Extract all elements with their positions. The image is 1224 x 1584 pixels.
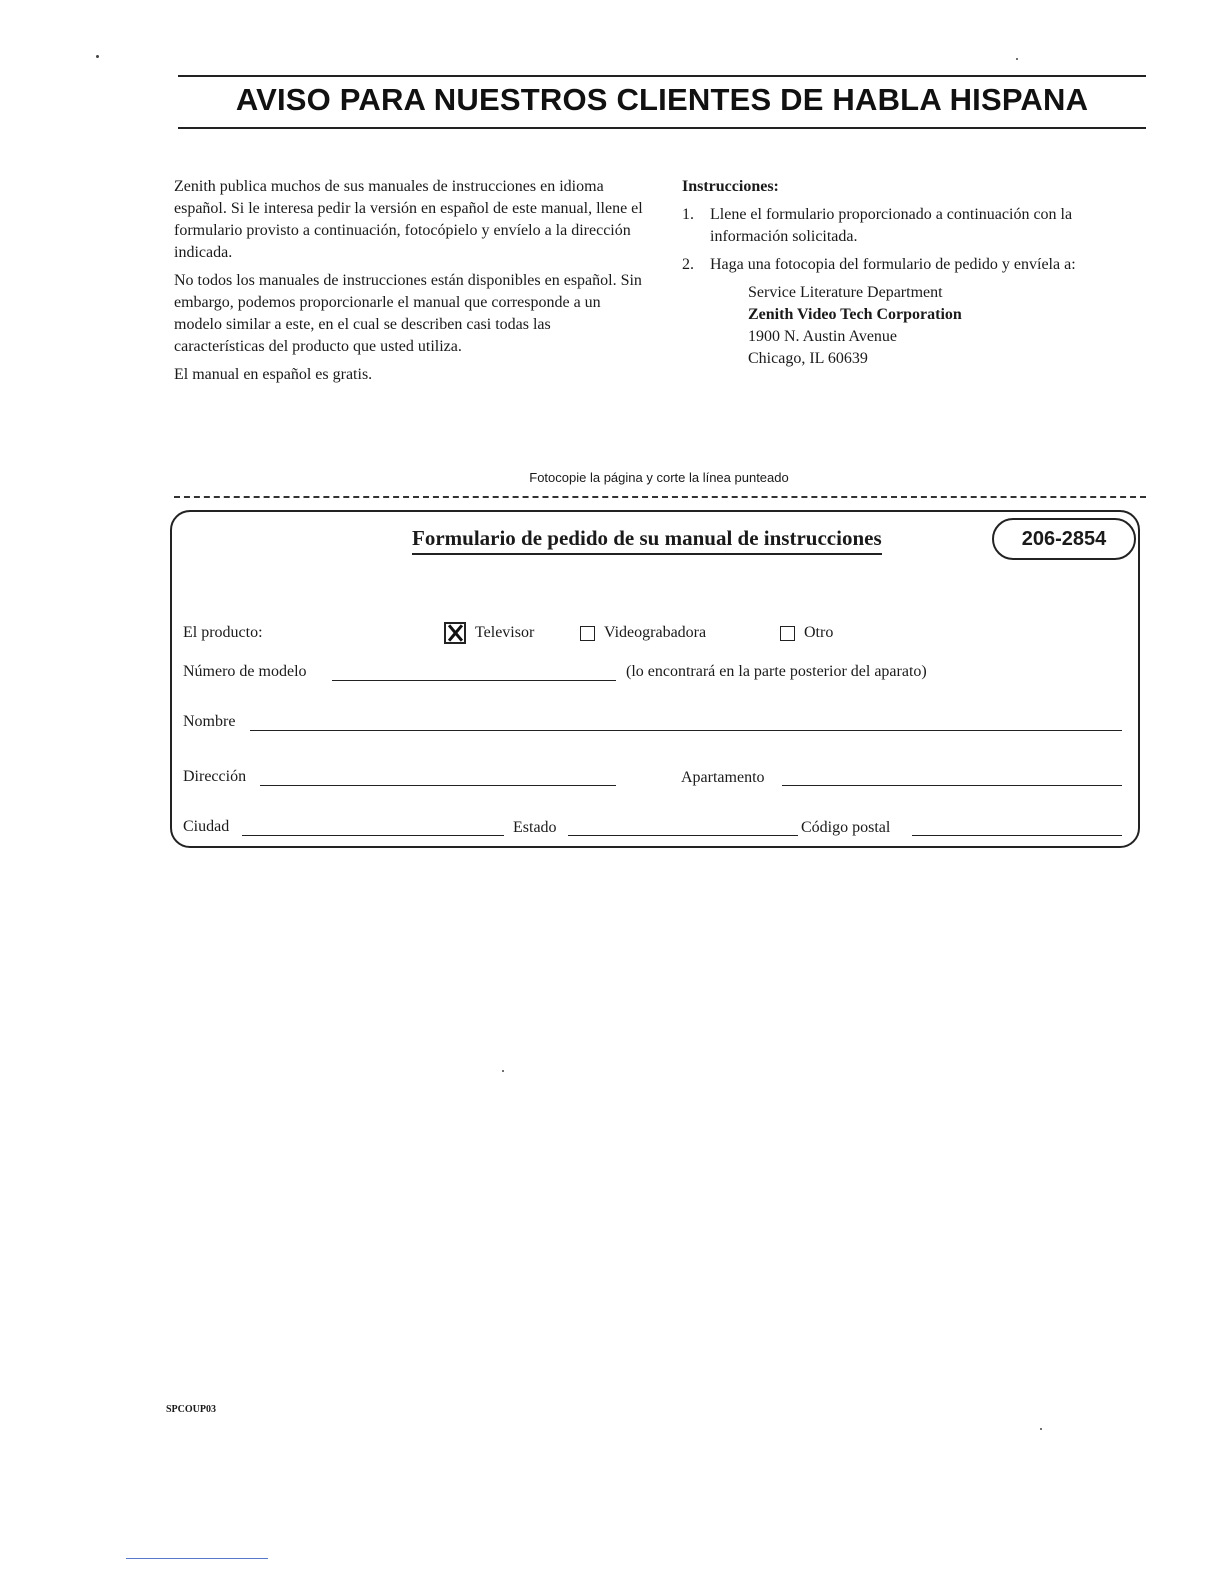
step-text: Haga una fotocopia del formulario de pedido y envíela a: <box>710 256 1076 273</box>
instructions-heading: Instrucciones: <box>682 178 779 195</box>
state-field[interactable] <box>568 835 798 836</box>
option-otro[interactable] <box>780 624 833 642</box>
zip-label: Código postal <box>801 819 891 836</box>
step-number: 1. <box>682 206 694 223</box>
header-top-rule <box>178 75 1146 77</box>
address-label: Dirección <box>183 768 247 785</box>
apartment-label: Apartamento <box>681 769 765 786</box>
step-number: 2. <box>682 256 694 273</box>
model-hint: (lo encontrará en la parte posterior del aparato) <box>626 663 927 680</box>
apartment-field[interactable] <box>782 785 1122 786</box>
form-code-badge: 206-2854 <box>992 518 1136 560</box>
mailing-address <box>748 282 1142 370</box>
intro-paragraph: El manual en español es gratis. <box>174 366 373 383</box>
city-label: Ciudad <box>183 818 230 835</box>
page-title: AVISO PARA NUESTROS CLIENTES DE HABLA HISPANA <box>235 82 1089 117</box>
option-videograbadora[interactable] <box>580 624 706 642</box>
scan-speck <box>1040 1428 1042 1430</box>
document-code: SPCOUP03 <box>166 1404 216 1415</box>
model-label: Número de modelo <box>183 663 307 680</box>
instruction-step <box>682 204 1142 248</box>
intro-paragraph: No todos los manuales de instrucciones están disponibles en español. Sin embargo, podemos proporcionarle el manual que corresponde a un modelo similar a este, en el cual se describen casi todas las características del producto que usted utiliza. <box>174 272 642 355</box>
form-title: Formulario de pedido de su manual de instrucciones <box>412 526 882 555</box>
intro-paragraph: Zenith publica muchos de sus manuales de instrucciones en idioma español. Si le interesa pedir la versión en español de este manual, llene el formulario provisto a continuación, fotocópielo y envíelo a la dirección indicada. <box>174 178 643 261</box>
instruction-step <box>682 254 1142 276</box>
name-field[interactable] <box>250 730 1122 731</box>
address-company: Zenith Video Tech Corporation <box>748 306 962 323</box>
model-field[interactable] <box>332 680 616 681</box>
city-field[interactable] <box>242 835 504 836</box>
address-street: 1900 N. Austin Avenue <box>748 328 898 345</box>
scan-speck <box>502 1070 504 1072</box>
cut-instruction: Fotocopie la página y corte la línea punteado <box>529 470 789 485</box>
checkbox-icon[interactable] <box>580 626 595 641</box>
scan-speck <box>96 55 99 58</box>
address-field[interactable] <box>260 785 616 786</box>
option-label: Televisor <box>475 624 535 641</box>
zip-field[interactable] <box>912 835 1122 836</box>
option-label: Otro <box>804 624 834 641</box>
product-label: El producto: <box>183 624 263 641</box>
checkbox-icon[interactable] <box>780 626 795 641</box>
address-department: Service Literature Department <box>748 284 943 301</box>
scan-speck <box>1016 58 1018 60</box>
name-label: Nombre <box>183 713 236 730</box>
instructions-section <box>682 176 1142 370</box>
option-televisor[interactable] <box>444 622 534 644</box>
bottom-edge-line <box>126 1558 268 1559</box>
dashed-cut-line <box>174 496 1146 498</box>
state-label: Estado <box>513 819 557 836</box>
step-text: Llene el formulario proporcionado a continuación con la información solicitada. <box>710 206 1073 245</box>
address-city: Chicago, IL 60639 <box>748 350 868 367</box>
option-label: Videograbadora <box>604 624 707 641</box>
intro-section <box>174 176 644 392</box>
checked-checkbox-icon[interactable] <box>444 622 466 644</box>
header-bottom-rule <box>178 127 1146 129</box>
